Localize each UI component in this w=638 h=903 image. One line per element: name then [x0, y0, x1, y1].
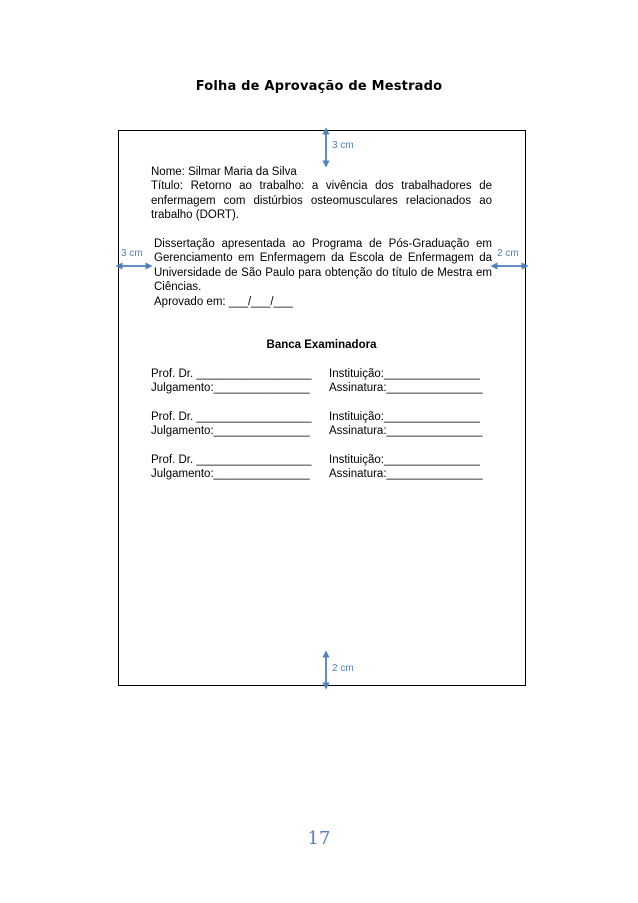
banca-heading: Banca Examinadora — [266, 338, 377, 351]
examiner-judgment-field[interactable]: Julgamento:_______________ — [151, 382, 310, 395]
top-margin-label: 3 cm — [332, 140, 354, 151]
dissertation-statement: Dissertação apresentada ao Programa de Pós-Graduação em Gerenciamento em Enfermagem da Escola de Enfermagem da Universidade de São Paulo para obtenção do título de Mestra em Ciências. — [154, 238, 492, 294]
examiner-institution-field[interactable]: Instituição:_______________ — [329, 410, 480, 423]
page-title: Folha de Aprovação de Mestrado — [195, 79, 443, 94]
left-margin-label: 3 cm — [121, 248, 143, 259]
examiner-block — [151, 410, 492, 439]
examiner-institution-field[interactable]: Instituição:_______________ — [329, 367, 480, 380]
examiner-block — [151, 367, 492, 396]
approval-date: Aprovado em: ___/___/___ — [154, 295, 293, 308]
examiner-prof-field[interactable]: Prof. Dr. __________________ — [151, 454, 312, 467]
right-margin-label: 2 cm — [497, 248, 519, 259]
examiner-signature-field[interactable]: Assinatura:_______________ — [329, 382, 483, 395]
work-title: Título: Retorno ao trabalho: a vivência dos trabalhadores de enfermagem com distúrbios osteomusculares relacionados ao trabalho (DORT). — [151, 180, 492, 222]
examiner-prof-field[interactable]: Prof. Dr. __________________ — [151, 410, 312, 423]
examiner-institution-field[interactable]: Instituição:_______________ — [329, 454, 480, 467]
author-name: Nome: Silmar Maria da Silva — [151, 166, 297, 178]
examiner-signature-field[interactable]: Assinatura:_______________ — [329, 425, 483, 438]
page-number: 17 — [307, 828, 331, 849]
examiner-signature-field[interactable]: Assinatura:_______________ — [329, 468, 483, 481]
bottom-margin-label: 2 cm — [332, 663, 354, 674]
examiner-judgment-field[interactable]: Julgamento:_______________ — [151, 425, 310, 438]
examiner-prof-field[interactable]: Prof. Dr. __________________ — [151, 367, 312, 380]
approval-content — [151, 165, 492, 482]
examiner-judgment-field[interactable]: Julgamento:_______________ — [151, 468, 310, 481]
examiner-block — [151, 453, 492, 482]
